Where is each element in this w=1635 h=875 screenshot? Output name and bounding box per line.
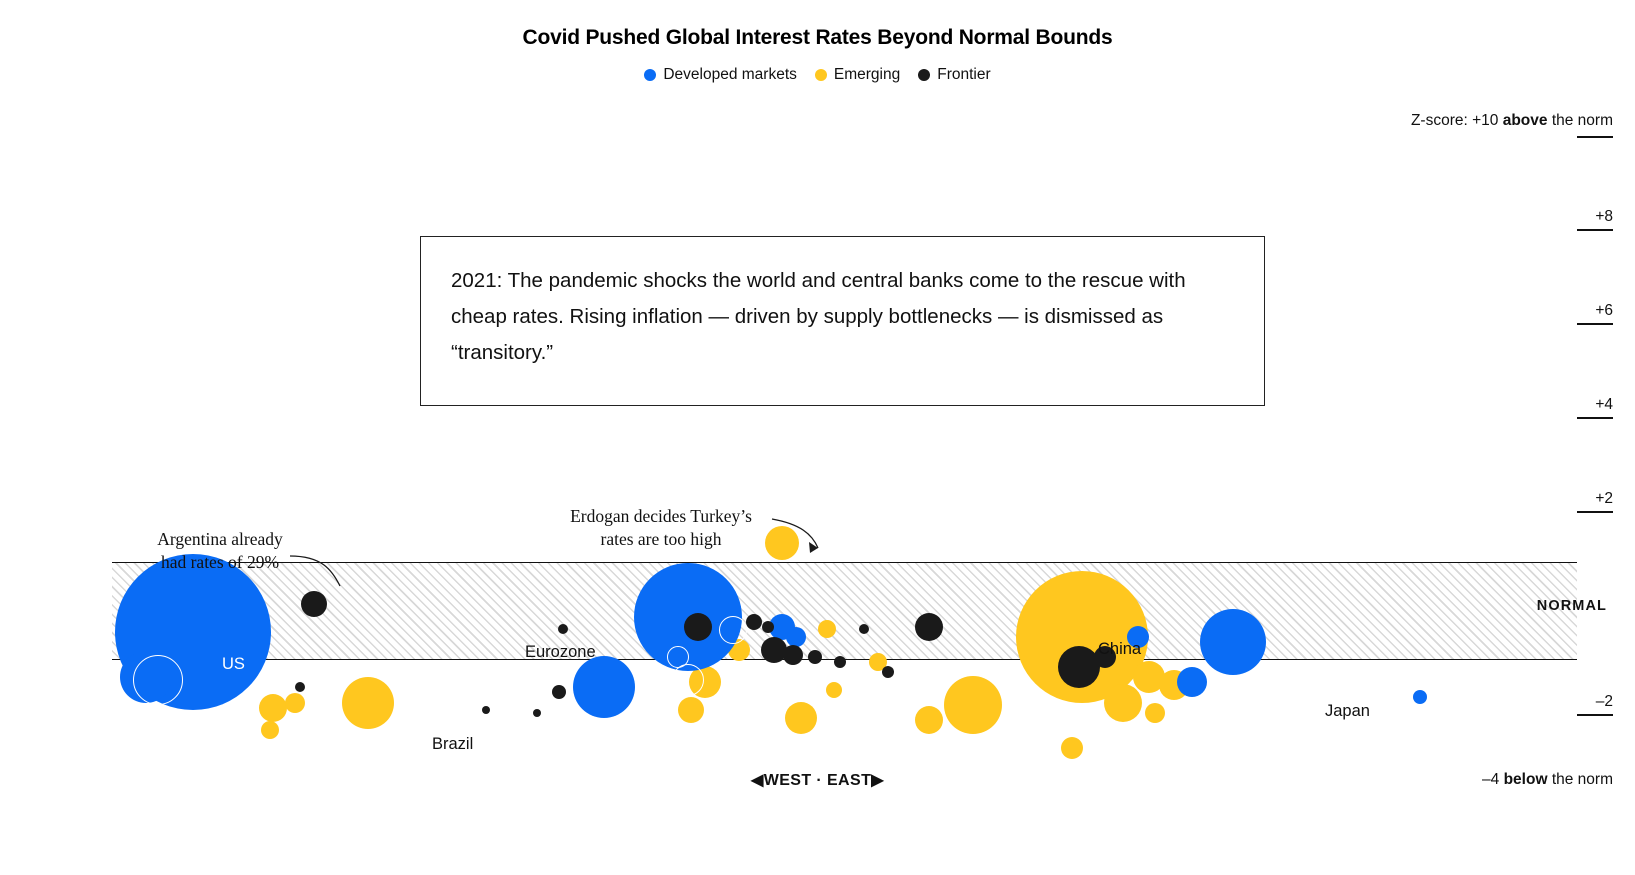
bubble-point[interactable]	[915, 706, 943, 734]
bubble-point[interactable]	[573, 656, 635, 718]
legend-swatch-developed-icon	[644, 69, 656, 81]
legend-swatch-emerging-icon	[815, 69, 827, 81]
china-label: China	[1098, 640, 1142, 658]
axis-tick-plus4-label: +4	[1595, 396, 1613, 413]
axis-tick-plus4-rule	[1577, 417, 1613, 419]
bubble-outline-ring	[667, 646, 689, 668]
axis-tick-plus8	[1551, 208, 1613, 231]
bubble-point[interactable]	[783, 645, 803, 665]
bubble-point[interactable]	[1058, 646, 1100, 688]
us-label: US	[222, 655, 245, 673]
axis-bottom-suffix: the norm	[1547, 771, 1613, 788]
turkey-annotation	[535, 505, 787, 551]
axis-top-label	[1411, 112, 1613, 130]
bubble-point[interactable]	[678, 697, 704, 723]
argentina-annotation-line1: Argentina already	[157, 529, 283, 549]
axis-bottom-prefix: –4	[1482, 771, 1504, 788]
bubble-point[interactable]	[785, 702, 817, 734]
bubble-point[interactable]	[1145, 703, 1165, 723]
brazil-label: Brazil	[432, 735, 474, 753]
bubble-outline-ring	[719, 616, 747, 644]
callout-text: 2021: The pandemic shocks the world and central banks come to the rescue with cheap rates. Rising inflation — driven by supply bottlenecks — is dismissed as “transitory.”	[451, 269, 1186, 364]
bubble-point[interactable]	[1413, 690, 1427, 704]
bubble-point[interactable]	[944, 676, 1002, 734]
legend-item-frontier[interactable]	[918, 66, 990, 84]
bubble-point[interactable]	[762, 621, 774, 633]
direction-axis-label: ◀WEST · EAST▶	[751, 772, 884, 789]
legend-item-emerging[interactable]	[815, 66, 900, 84]
bubble-point[interactable]	[882, 666, 894, 678]
bubble-point[interactable]	[533, 709, 541, 717]
turkey-annotation-line1: Erdogan decides Turkey’s	[570, 506, 752, 526]
callout-box	[420, 236, 1265, 406]
legend-label-frontier: Frontier	[937, 66, 991, 83]
bubble-point[interactable]	[1177, 667, 1207, 697]
axis-rule-top	[1577, 136, 1613, 138]
argentina-annotation-line2: had rates of 29%	[160, 551, 280, 572]
axis-tick-plus2	[1551, 490, 1613, 513]
bubble-point[interactable]	[552, 685, 566, 699]
bubble-point[interactable]	[826, 682, 842, 698]
legend-label-developed: Developed markets	[663, 66, 797, 83]
axis-top-bold: above	[1502, 112, 1548, 129]
axis-tick-plus8-label: +8	[1595, 208, 1613, 225]
bubble-point[interactable]	[285, 693, 305, 713]
bubble-outline-ring	[672, 664, 704, 696]
axis-tick-plus2-label: +2	[1595, 490, 1613, 507]
turkey-annotation-line2: rates are too high	[600, 528, 722, 549]
japan-label: Japan	[1325, 702, 1370, 720]
bubble-outline-ring	[133, 655, 183, 705]
bubble-brazil[interactable]	[342, 677, 394, 729]
normal-band	[112, 562, 1577, 660]
bubble-point[interactable]	[834, 656, 846, 668]
bubble-point[interactable]	[859, 624, 869, 634]
axis-tick-plus4	[1551, 396, 1613, 419]
legend-swatch-frontier-icon	[918, 69, 930, 81]
axis-tick-plus8-rule	[1577, 229, 1613, 231]
axis-tick-plus6-rule	[1577, 323, 1613, 325]
axis-tick-minus2	[1551, 693, 1613, 716]
bubble-point[interactable]	[1061, 737, 1083, 759]
axis-tick-plus6-label: +6	[1595, 302, 1613, 319]
bubble-japan[interactable]	[1200, 609, 1266, 675]
bubble-point[interactable]	[684, 613, 712, 641]
axis-tick-minus2-label: –2	[1595, 693, 1613, 710]
page-title: Covid Pushed Global Interest Rates Beyond Normal Bounds	[522, 26, 1113, 49]
bubble-point[interactable]	[746, 614, 762, 630]
eurozone-label: Eurozone	[525, 643, 596, 661]
legend-label-emerging: Emerging	[833, 66, 901, 83]
axis-top-suffix: the norm	[1547, 112, 1613, 129]
axis-top-prefix: Z-score: +10	[1410, 112, 1503, 129]
bubble-point[interactable]	[295, 682, 305, 692]
bubble-point[interactable]	[259, 694, 287, 722]
bubble-point[interactable]	[261, 721, 279, 739]
axis-tick-plus2-rule	[1577, 511, 1613, 513]
axis-bottom-bold: below	[1503, 771, 1548, 788]
legend-item-developed[interactable]	[644, 66, 797, 84]
axis-tick-minus2-rule	[1577, 714, 1613, 716]
argentina-annotation	[120, 528, 320, 574]
bubble-point[interactable]	[786, 627, 806, 647]
bubble-point[interactable]	[1104, 684, 1142, 722]
normal-band-label: NORMAL	[1536, 598, 1607, 614]
chart-legend	[0, 66, 1635, 84]
bubble-point[interactable]	[808, 650, 822, 664]
axis-tick-plus6	[1551, 302, 1613, 325]
bubble-point[interactable]	[482, 706, 490, 714]
